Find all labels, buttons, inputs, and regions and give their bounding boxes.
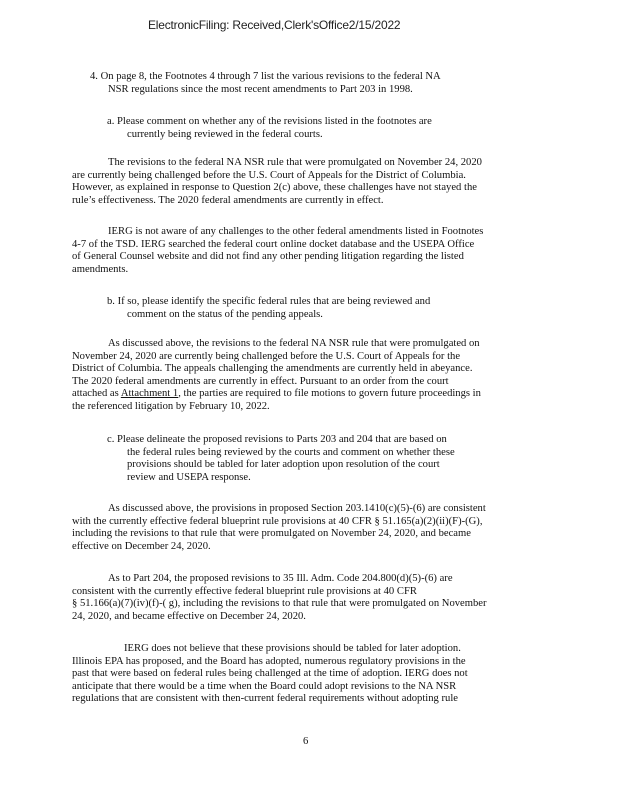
electronic-filing-header: ElectronicFiling: Received,Clerk'sOffice2/15/2022 — [148, 18, 401, 32]
response-paragraph-3 — [72, 338, 481, 414]
paragraph-line: District of Columbia. The appeals challenging the amendments are currently held in abeyance. — [72, 363, 473, 375]
question-4c-line: the federal rules being reviewed by the courts and comment on whether these — [127, 446, 455, 458]
paragraph-line — [72, 388, 481, 401]
attachment-1-link[interactable]: Attachment 1 — [120, 388, 179, 400]
paragraph-line: The revisions to the federal NA NSR rule that were promulgated on November 24, 2020 — [108, 157, 482, 168]
paragraph-line: regulations that are consistent with then-current federal requirements without adopting rule — [72, 693, 458, 705]
question-4c-line: review and USEPA response. — [127, 471, 251, 483]
paragraph-line: the referenced litigation by February 10, 2022. — [72, 400, 270, 412]
question-4a — [107, 116, 432, 141]
paragraph-line: anticipate that there would be a time when the Board could adopt revisions to the NA NSR — [72, 680, 457, 692]
paragraph-line: amendments. — [72, 263, 129, 275]
response-paragraph-1 — [72, 157, 482, 207]
paragraph-line: with the currently effective federal blueprint rule provisions at 40 CFR § 51.165(a)(2)(ii)(F)-(G), — [72, 515, 483, 527]
paragraph-line: IERG is not aware of any challenges to the other federal amendments listed in Footnotes — [108, 226, 484, 237]
question-4c-line: c. Please delineate the proposed revisions to Parts 203 and 204 that are based on — [107, 434, 447, 445]
response-paragraph-4 — [72, 503, 486, 553]
text-run: attached as — [72, 388, 121, 400]
paragraph-line: 4-7 of the TSD. IERG searched the federal court online docket database and the USEPA Office — [72, 238, 475, 250]
question-4a-line: a. Please comment on whether any of the revisions listed in the footnotes are — [107, 116, 432, 127]
paragraph-line: § 51.166(a)(7)(iv)(f)-( g), including the revisions to that rule that were promulgated on November — [72, 598, 487, 610]
question-4c-line: provisions should be tabled for later adoption upon resolution of the court — [127, 459, 440, 471]
paragraph-line: past that were based on federal rules being challenged at the time of adoption. IERG does not — [72, 668, 468, 680]
response-paragraph-5 — [72, 573, 487, 623]
paragraph-line: IERG does not believe that these provisions should be tabled for later adoption. — [124, 643, 461, 654]
paragraph-line: of General Counsel website and did not find any other pending litigation regarding the listed — [72, 251, 464, 263]
paragraph-line: However, as explained in response to Question 2(c) above, these challenges have not stayed the — [72, 182, 477, 194]
paragraph-line: As discussed above, the revisions to the federal NA NSR rule that were promulgated on — [108, 338, 480, 349]
response-paragraph-2 — [72, 226, 483, 276]
question-4c — [107, 434, 455, 484]
question-4 — [90, 71, 441, 96]
paragraph-line: Illinois EPA has proposed, and the Board has adopted, numerous regulatory provisions in the — [72, 655, 466, 667]
response-paragraph-6 — [72, 643, 468, 706]
paragraph-line: As discussed above, the provisions in proposed Section 203.1410(c)(5)-(6) are consistent — [108, 503, 486, 514]
question-4b-line: b. If so, please identify the specific federal rules that are being reviewed and — [107, 296, 431, 307]
paragraph-line: November 24, 2020 are currently being challenged before the U.S. Court of Appeals for the — [72, 350, 461, 362]
paragraph-line: are currently being challenged before the U.S. Court of Appeals for the District of Columbia. — [72, 169, 466, 181]
question-4-line: NSR regulations since the most recent amendments to Part 203 in 1998. — [108, 83, 413, 95]
question-4a-line: currently being reviewed in the federal courts. — [127, 128, 323, 140]
paragraph-line: 24, 2020, and became effective on December 24, 2020. — [72, 610, 306, 622]
page-number: 6 — [303, 736, 309, 747]
paragraph-line: effective on December 24, 2020. — [72, 540, 211, 552]
paragraph-line: rule’s effectiveness. The 2020 federal amendments are currently in effect. — [72, 194, 384, 206]
question-4-line: 4. On page 8, the Footnotes 4 through 7 list the various revisions to the federal NA — [90, 71, 441, 82]
text-run: , the parties are required to file motions to govern future proceedings in — [178, 388, 481, 400]
paragraph-line: including the revisions to that rule that were promulgated on November 24, 2020, and became — [72, 528, 471, 540]
question-4b-line: comment on the status of the pending appeals. — [127, 308, 323, 320]
paragraph-line: consistent with the currently effective federal blueprint rule provisions at 40 CFR — [72, 585, 417, 597]
paragraph-line: The 2020 federal amendments are currently in effect. Pursuant to an order from the court — [72, 375, 449, 387]
paragraph-line: As to Part 204, the proposed revisions to 35 Ill. Adm. Code 204.800(d)(5)-(6) are — [108, 573, 453, 584]
question-4b — [107, 296, 430, 321]
